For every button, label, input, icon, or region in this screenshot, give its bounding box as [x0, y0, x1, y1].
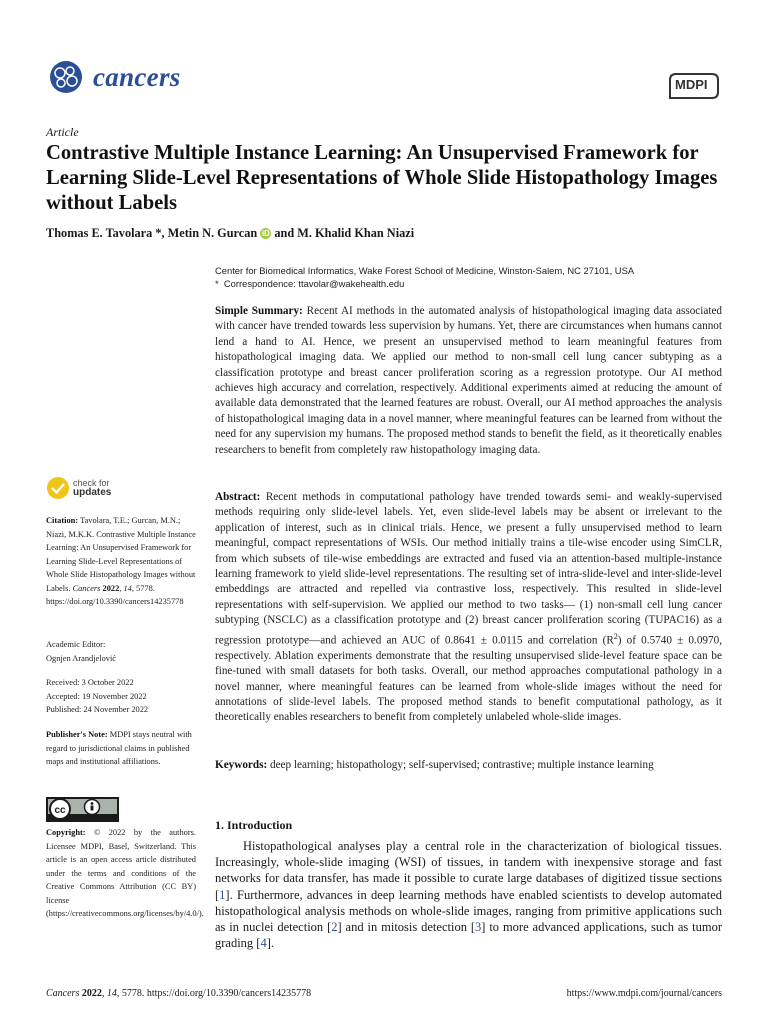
- check-updates-line2: updates: [73, 487, 112, 498]
- check-for-updates-button[interactable]: [46, 476, 111, 500]
- keywords-label: Keywords:: [215, 759, 268, 771]
- citation-year: 2022: [102, 583, 120, 593]
- citation-text: Tavolara, T.E.; Gurcan, M.N.; Niazi, M.K.K. Contrastive Multiple Instance Learning: An Unsupervised Framework for Learning Slide-Level Representations of Whole Slide Histopathology Images without Labels.: [46, 516, 196, 593]
- simple-summary: [215, 304, 722, 458]
- affiliation-text: Center for Biomedical Informatics, Wake Forest School of Medicine, Winston-Salem, NC 27101, USA: [215, 265, 635, 276]
- reference-link-2[interactable]: 2: [331, 920, 338, 935]
- academic-editor: [46, 638, 196, 665]
- intro-text-1: Histopathological analyses play a central role in the characterization of biological tissues. Increasingly, whole-slide imaging (WSI) of tissues, in tandem with inexpensive storage and fast networks for data transfer, has made it possible to curate large databases of digitized tissue sections [: [215, 839, 722, 902]
- reference-link-3[interactable]: 3: [475, 920, 482, 935]
- abstract: [215, 490, 722, 726]
- asterisk-icon: *: [215, 278, 219, 289]
- footer-journal: Cancers: [46, 988, 80, 999]
- date-received: Received: 3 October 2022: [46, 678, 134, 687]
- footer-citation: Cancers 2022, 14, 5778. https://doi.org/10.3390/cancers14235778: [46, 988, 312, 999]
- introduction-paragraph: [215, 838, 722, 951]
- author-list: [46, 226, 414, 241]
- abstract-text-a: Recent methods in computational pathology have trended towards semi- and weakly-supervised methods requiring only slide-level labels. Yet, even slide-level labels may be absent or irrelevant to the application of interest, such as in clinical trials. Hence, we present a fully unsupervised method to learn meaningful, compact representations of WSIs. Our method initially trains a tile-wise encoder using SimCLR, from which subsets of tile-wise embeddings are extracted and fused via an attention-based multiple-instance learning framework to yield slide-level representations. The resulting set of intra-slide-level and inter-slide-level embeddings are attracted and repelled via contrastive loss, respectively. This resulted in slide-level representations with self-supervision. We applied our method to two tasks— (1) non-small cell lung cancer subtyping (NSCLC) as a classification prototype and (2) breast cancer proliferation scoring (TUPAC16) as a regression prototype—and achieved an AUC of 0.8641 ± 0.0115 and correlation (R: [215, 491, 723, 647]
- journal-name: cancers: [93, 62, 181, 92]
- article-type: Article: [46, 125, 79, 139]
- reference-link-4[interactable]: 4: [260, 936, 267, 951]
- publisher-name: MDPI: [675, 77, 708, 92]
- simple-summary-text: Recent AI methods in the automated analysis of histopathological imaging data associated with cancer have trended towards less supervision by humans. Yet, there are circumstances when humans cannot lend a hand to AI. Hence, we present an unsupervised method to learn meaningful features from histopathological imaging data. We applied our method to non-small cell lung cancer subtyping as a classification prototype and breast cancer proliferation scoring as a regression prototype. Our AI method achieves high accuracy and correlation, respectively. Additional experiments aimed at reducing the amount of available data demonstrated that the learned features are robust. Overall, our AI method approaches the analysis of histopathological imaging data in a novel manner, where meaningful features can be learned from without the need for any supervision my humans. The proposed method stands to benefit the field, as it theoretically enables researchers to benefit from completely raw histopathology imaging data.: [215, 305, 723, 456]
- section-heading-introduction: 1. Introduction: [215, 818, 293, 832]
- date-published: Published: 24 November 2022: [46, 705, 149, 714]
- citation-doi[interactable]: , 5778. https://doi.org/10.3390/cancers14235778: [46, 583, 184, 606]
- copyright-label: Copyright:: [46, 828, 86, 837]
- abstract-text-b: ) of 0.5740 ± 0.0970, respectively. Ablation experiments demonstrate that the resulting unsupervised slide-level feature space can be fine-tuned with small datasets for both tasks. Overall, our method approaches computational pathology in a novel manner, where meaningful features can be learned from whole-slide images without the need for annotations of slide-level labels. The proposed method stands to benefit computational pathology, as it theoretically enables researchers to benefit from completely unlabeled whole-slide images.: [215, 634, 722, 724]
- footer-volume: 14: [106, 988, 117, 999]
- intro-text-4: ] to more advanced applications, such as tumor grading [: [215, 920, 723, 951]
- authors-first: Thomas E. Tavolara *, Metin N. Gurcan: [46, 226, 258, 240]
- article-title: Contrastive Multiple Instance Learning: An Unsupervised Framework for Learning Slide-Level Representations of Whole Slide Histopathology Images without Labels: [46, 142, 718, 214]
- correspondence-line: [215, 277, 634, 290]
- keywords: [215, 758, 722, 773]
- citation-journal: Cancers: [72, 583, 101, 593]
- publisher-logo: [668, 72, 720, 105]
- intro-text-5: ].: [266, 936, 275, 951]
- copyright-text: © 2022 by the authors. Licensee MDPI, Basel, Switzerland. This article is an open access article distributed under the terms and conditions of the Creative Commons Attribution (CC BY) license (https://creativecommons.org/licenses/by/4.0/).: [46, 828, 204, 918]
- keywords-text: deep learning; histopathology; self-supervised; contrastive; multiple instance learning: [270, 759, 654, 771]
- publication-dates: [46, 676, 196, 717]
- pubnote-text: MDPI stays neutral with regard to jurisdictional claims in published maps and institutional affiliations.: [46, 730, 192, 766]
- intro-text-2: ]. Furthermore, advances in deep learning methods have enabled scientists to develop automated histopathological analysis methods on whole-slide images, ranging from primitive applications such as in nuclei detection [: [215, 887, 722, 935]
- citation-block: Citation: Tavolara, T.E.; Gurcan, M.N.; Niazi, M.K.K. Contrastive Multiple Instance Learning: An Unsupervised Framework for Learning Slide-Level Representations of Whole Slide Histopathology Images without Labels. Cancers 2022, 14, 5778. https://doi.org/10.3390/cancers14235778: [46, 516, 196, 606]
- footer-doi[interactable]: , 5778. https://doi.org/10.3390/cancers14235778: [116, 988, 312, 999]
- footer-year: 2022: [81, 988, 102, 999]
- editor-name: Ognjen Arandjelović: [46, 653, 117, 663]
- affiliation: [215, 264, 634, 290]
- orcid-icon[interactable]: iD: [261, 229, 270, 238]
- abstract-superscript: 2: [613, 631, 618, 641]
- reference-link-1[interactable]: 1: [219, 887, 226, 902]
- date-accepted: Accepted: 19 November 2022: [46, 691, 147, 701]
- correspondence-text: Correspondence: ttavolar@wakehealth.edu: [223, 278, 405, 289]
- abstract-label: Abstract:: [215, 491, 261, 503]
- intro-text-3: ] and in mitosis detection [: [337, 920, 476, 935]
- svg-text:cc: cc: [54, 805, 66, 816]
- citation-label: Citation:: [46, 516, 79, 525]
- check-updates-icon: [46, 476, 70, 500]
- citation-volume: 14: [123, 583, 132, 593]
- copyright-block: [46, 826, 204, 921]
- publisher-note: [46, 728, 196, 769]
- check-updates-line1: check for: [73, 478, 110, 488]
- editor-label: Academic Editor:: [46, 640, 106, 649]
- journal-logo-icon: [46, 60, 86, 94]
- pubnote-label: Publisher's Note:: [46, 730, 108, 739]
- cc-by-license-icon[interactable]: [46, 797, 119, 822]
- authors-last: and M. Khalid Khan Niazi: [274, 226, 415, 240]
- footer-journal-url[interactable]: https://www.mdpi.com/journal/cancers: [566, 988, 722, 999]
- simple-summary-label: Simple Summary:: [215, 305, 303, 317]
